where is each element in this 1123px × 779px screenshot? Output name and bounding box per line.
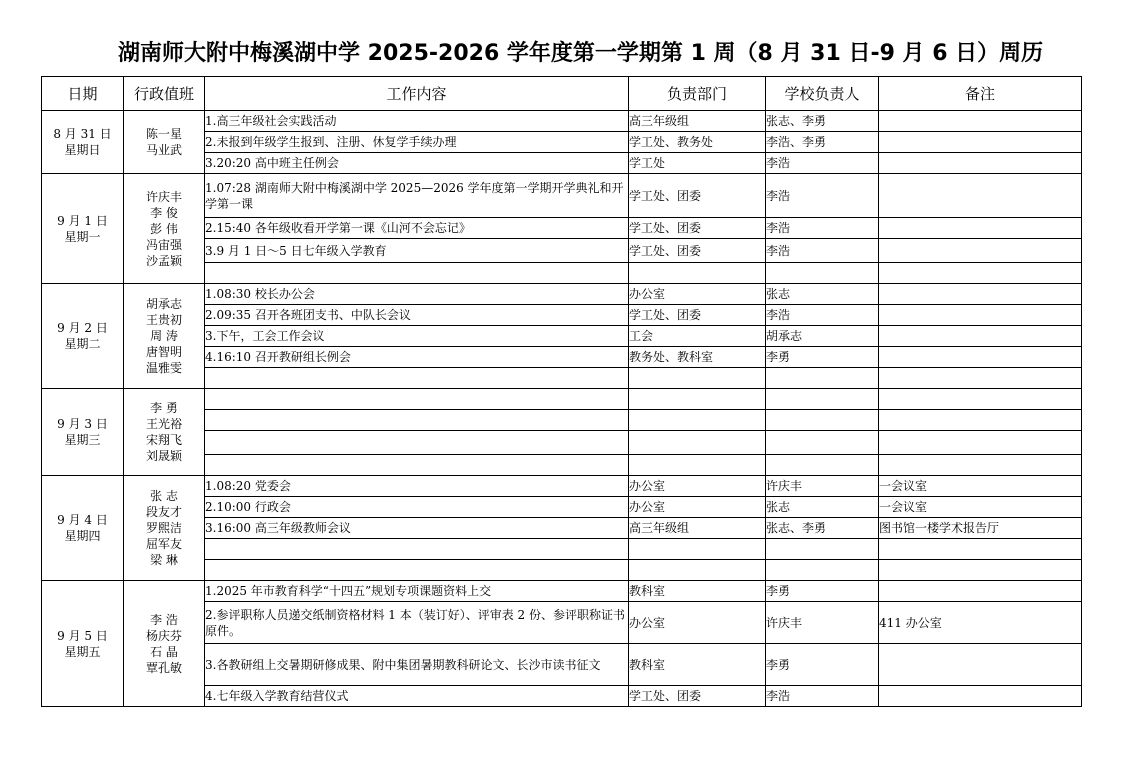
table-row [42,111,1082,132]
note-cell [879,686,1082,707]
note-cell [879,305,1082,326]
duty-person: 彭 伟 [150,221,178,236]
duty-person: 王光裕 [145,417,182,431]
duty-person: 温雅雯 [145,361,182,375]
lead-cell: 李浩 [766,218,879,239]
lead-cell: 李勇 [766,581,879,602]
work-cell: 1.07:28 湖南师大附中梅溪湖中学 2025—2026 学年度第一学期开学典礼和开学第一课 [205,174,629,218]
dept-cell: 教科室 [629,581,766,602]
lead-cell: 张志 [766,497,879,518]
note-cell [879,368,1082,389]
note-cell [879,389,1082,410]
dept-cell: 工会 [629,326,766,347]
note-cell [879,132,1082,153]
work-cell: 3.下午，工会工作会议 [205,326,629,347]
work-cell: 3.9 月 1 日～5 日七年级入学教育 [205,239,629,263]
lead-cell [766,263,879,284]
note-cell [879,539,1082,560]
page-title: 湖南师大附中梅溪湖中学 2025-2026 学年度第一学期第 1 周（8 月 31 日-9 月 6 日）周历 [118,41,1044,66]
weekday-label: 星期日 [64,143,101,157]
work-cell [205,389,629,410]
date-label: 8 月 31 日 [53,127,112,141]
duty-person: 沙孟颖 [145,253,182,268]
work-cell: 3.16:00 高三年级教师会议 [205,518,629,539]
dept-cell [629,368,766,389]
work-cell: 4.16:10 召开教研组长例会 [205,347,629,368]
duty-person: 唐智明 [145,345,182,359]
duty-person: 罗熙洁 [145,521,182,535]
lead-cell: 李浩 [766,686,879,707]
lead-cell: 胡承志 [766,326,879,347]
date-label: 9 月 3 日 [57,417,108,431]
lead-cell [766,539,879,560]
work-cell: 2.未报到年级学生报到、注册、休复学手续办理 [205,132,629,153]
lead-cell: 李浩 [766,305,879,326]
duty-person: 冯宙强 [145,237,182,252]
lead-cell: 张志、李勇 [766,111,879,132]
dept-cell: 学工处、团委 [629,305,766,326]
duty-person: 周 涛 [150,329,178,343]
note-cell [879,263,1082,284]
work-cell: 3.各教研组上交暑期研修成果、附中集团暑期教科研论文、长沙市读书征文 [205,644,629,686]
weekday-label: 星期四 [64,529,101,543]
work-cell [205,539,629,560]
duty-person: 覃孔敏 [145,660,182,675]
dept-cell: 教科室 [629,644,766,686]
duty-person: 段友才 [145,505,182,519]
work-cell: 2.15:40 各年级收看开学第一课《山河不会忘记》 [205,218,629,239]
header-note: 备注 [879,77,1082,111]
note-cell: 一会议室 [879,476,1082,497]
note-cell: 图书馆一楼学术报告厅 [879,518,1082,539]
lead-cell: 许庆丰 [766,602,879,644]
lead-cell [766,455,879,476]
dept-cell: 办公室 [629,476,766,497]
date-label: 9 月 1 日 [57,213,108,228]
lead-cell: 李浩 [766,174,879,218]
lead-cell: 李浩、李勇 [766,132,879,153]
work-cell: 2.10:00 行政会 [205,497,629,518]
work-cell: 1.2025 年市教育科学“十四五”规划专项课题资料上交 [205,581,629,602]
header-row [42,77,1082,111]
weekday-label: 星期一 [64,229,101,244]
duty-person: 屈军友 [145,537,182,551]
note-cell [879,581,1082,602]
dept-cell [629,539,766,560]
note-cell [879,153,1082,174]
note-cell [879,326,1082,347]
duty-cell [124,284,205,389]
date-cell [42,284,124,389]
note-cell: 411 办公室 [879,602,1082,644]
lead-cell [766,410,879,431]
work-cell: 3.20:20 高中班主任例会 [205,153,629,174]
dept-cell: 学工处、团委 [629,174,766,218]
date-cell [42,581,124,707]
table-row [42,284,1082,305]
date-cell [42,111,124,174]
table-row [42,581,1082,602]
note-cell [879,455,1082,476]
duty-cell [124,581,205,707]
table-row [42,389,1082,410]
work-cell: 2.09:35 召开各班团支书、中队长会议 [205,305,629,326]
duty-person: 宋翔飞 [145,433,182,447]
lead-cell: 许庆丰 [766,476,879,497]
duty-person: 刘晟颖 [145,449,182,463]
dept-cell: 学工处、团委 [629,686,766,707]
date-cell [42,476,124,581]
work-cell [205,560,629,581]
note-cell [879,431,1082,455]
dept-cell: 高三年级组 [629,518,766,539]
dept-cell [629,560,766,581]
date-label: 9 月 5 日 [57,628,108,643]
duty-cell [124,174,205,284]
duty-person: 杨庆芬 [145,628,182,643]
duty-person: 李 勇 [150,401,178,415]
dept-cell [629,455,766,476]
note-cell [879,111,1082,132]
header-lead: 学校负责人 [766,77,879,111]
work-cell: 1.08:20 党委会 [205,476,629,497]
note-cell [879,174,1082,218]
date-label: 9 月 2 日 [57,321,108,335]
duty-person: 许庆丰 [145,189,182,204]
work-cell: 1.高三年级社会实践活动 [205,111,629,132]
work-cell [205,455,629,476]
work-cell [205,410,629,431]
dept-cell [629,431,766,455]
duty-person: 王贵初 [145,313,182,327]
dept-cell [629,263,766,284]
work-cell: 2.参评职称人员递交纸制资格材料 1 本（装订好）、评审表 2 份、参评职称证书原件。 [205,602,629,644]
note-cell [879,644,1082,686]
dept-cell: 办公室 [629,284,766,305]
dept-cell: 高三年级组 [629,111,766,132]
note-cell [879,284,1082,305]
duty-person: 胡承志 [145,297,182,311]
dept-cell: 学工处 [629,153,766,174]
header-date: 日期 [42,77,124,111]
duty-person: 陈一星 [145,127,182,141]
note-cell: 一会议室 [879,497,1082,518]
header-work: 工作内容 [205,77,629,111]
note-cell [879,410,1082,431]
header-dept: 负责部门 [629,77,766,111]
duty-cell [124,476,205,581]
work-cell [205,368,629,389]
duty-cell [124,389,205,476]
dept-cell: 教务处、教科室 [629,347,766,368]
lead-cell [766,560,879,581]
header-duty: 行政值班 [124,77,205,111]
note-cell [879,560,1082,581]
duty-person: 李 俊 [150,205,178,220]
table-row [42,476,1082,497]
duty-person: 李 浩 [150,612,178,627]
lead-cell [766,368,879,389]
weekday-label: 星期五 [64,644,101,659]
duty-person: 梁 琳 [150,553,178,567]
lead-cell: 张志 [766,284,879,305]
duty-person: 马业武 [145,143,182,157]
weekday-label: 星期三 [64,433,101,447]
work-cell [205,431,629,455]
lead-cell: 李勇 [766,644,879,686]
note-cell [879,239,1082,263]
work-cell: 1.08:30 校长办公会 [205,284,629,305]
weekday-label: 星期二 [64,337,101,351]
lead-cell: 张志、李勇 [766,518,879,539]
note-cell [879,347,1082,368]
lead-cell [766,389,879,410]
date-cell [42,389,124,476]
duty-person: 张 志 [150,489,178,503]
duty-person: 石 晶 [150,644,178,659]
dept-cell: 办公室 [629,602,766,644]
work-cell [205,263,629,284]
lead-cell [766,431,879,455]
dept-cell: 学工处、团委 [629,218,766,239]
date-cell [42,174,124,284]
weekly-calendar-table [41,76,1082,707]
dept-cell: 学工处、团委 [629,239,766,263]
duty-cell [124,111,205,174]
lead-cell: 李浩 [766,153,879,174]
dept-cell [629,389,766,410]
dept-cell: 学工处、教务处 [629,132,766,153]
lead-cell: 李浩 [766,239,879,263]
note-cell [879,218,1082,239]
table-row [42,174,1082,218]
dept-cell: 办公室 [629,497,766,518]
lead-cell: 李勇 [766,347,879,368]
dept-cell [629,410,766,431]
work-cell: 4.七年级入学教育结营仪式 [205,686,629,707]
date-label: 9 月 4 日 [57,513,108,527]
